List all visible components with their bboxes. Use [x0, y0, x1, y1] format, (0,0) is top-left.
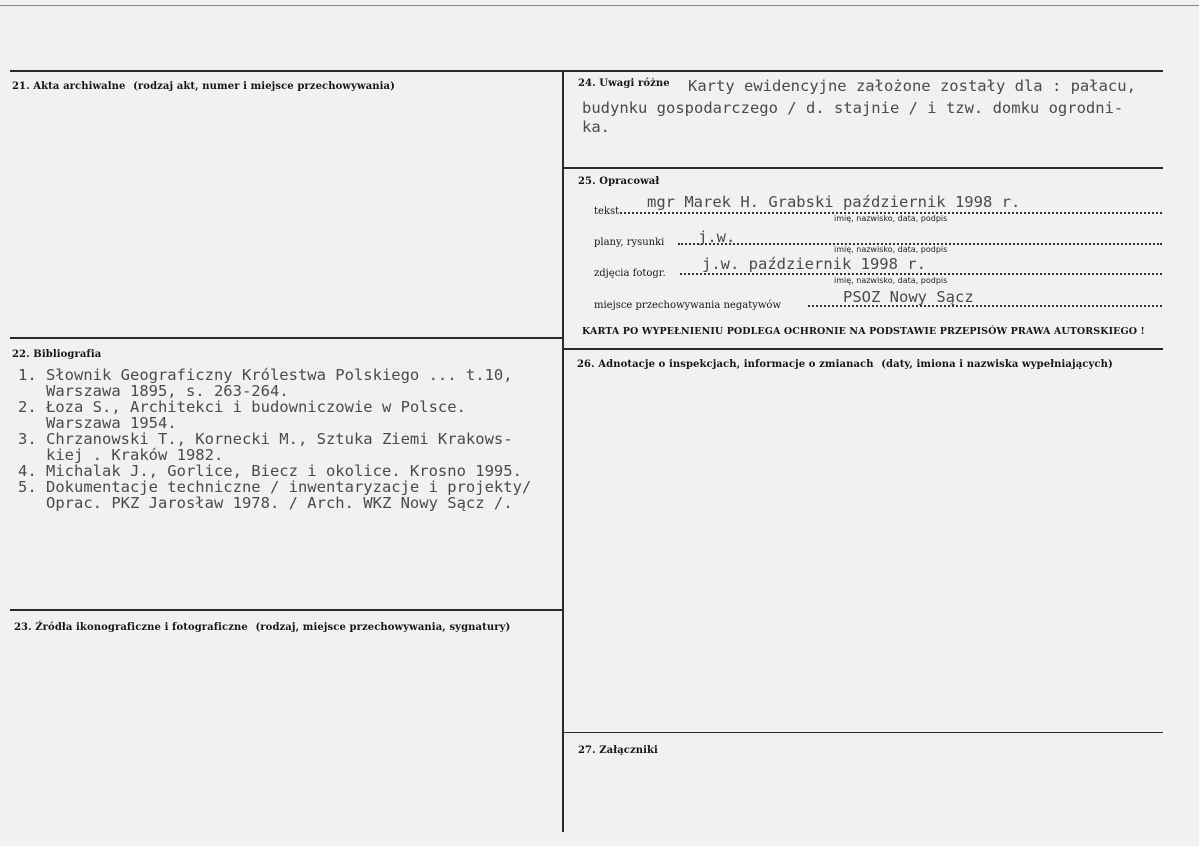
section-27-title: 27. Załączniki — [578, 745, 658, 756]
right-rule-26 — [563, 348, 1163, 350]
miejsce-value: PSOZ Nowy Sącz — [843, 288, 974, 306]
bibliography-line: 1. Słownik Geograficzny Królestwa Polskiego ... t.10, — [18, 366, 513, 384]
section-23-label — [14, 622, 510, 633]
remarks-line-1: Karty ewidencyjne założone zostały dla : pałacu, — [688, 77, 1136, 95]
section-21-title: Akta archiwalne — [33, 81, 126, 92]
section-26-label — [577, 359, 1113, 370]
remarks-line-3: ka. — [582, 118, 610, 136]
section-26-subtitle: (daty, imiona i nazwiska wypełniających) — [881, 359, 1113, 370]
right-rule-27 — [563, 732, 1163, 733]
section-23-title: 23. Źródła ikonograficzne i fotograficzne — [14, 622, 248, 633]
plany-value: j.w. — [698, 228, 736, 246]
plany-label: plany, rysunki — [594, 237, 665, 248]
section-24-label: 24. Uwagi różne — [578, 78, 670, 89]
zdjecia-dotted-line — [680, 273, 1162, 275]
copyright-notice: KARTA PO WYPEŁNIENIU PODLEGA OCHRONIE NA PODSTAWIE PRZEPISÓW PRAWA AUTORSKIEGO ! — [582, 326, 1145, 337]
tekst-value: mgr Marek H. Grabski październik 1998 r. — [647, 193, 1021, 211]
section-26-title: 26. Adnotacje o inspekcjach, informacje o zmianach — [577, 359, 874, 370]
remarks-line-2: budynku gospodarczego / d. stajnie / i tzw. domku ogrodni- — [582, 99, 1124, 117]
bibliography-line: kiej . Kraków 1982. — [18, 446, 224, 464]
tekst-label: tekst — [594, 206, 620, 217]
zdjecia-hint: imię, nazwisko, data, podpis — [834, 276, 948, 285]
bibliography-line: 3. Chrzanowski T., Kornecki M., Sztuka Ziemi Krakows- — [18, 430, 513, 448]
center-divider — [562, 70, 564, 832]
bibliography-line: Warszawa 1954. — [18, 414, 177, 432]
section-21-subtitle: (rodzaj akt, numer i miejsce przechowywania) — [133, 81, 395, 92]
tekst-hint: imię, nazwisko, data, podpis — [834, 214, 948, 223]
bibliography-line: 4. Michalak J., Gorlice, Biecz i okolice. Krosno 1995. — [18, 462, 522, 480]
bibliography-line: 5. Dokumentacje techniczne / inwentaryzacje i projekty/ — [18, 478, 532, 496]
plany-hint: imię, nazwisko, data, podpis — [834, 245, 948, 254]
left-rule-23 — [10, 609, 563, 611]
miejsce-label: miejsce przechowywania negatywów — [594, 300, 781, 311]
bibliography-line: Warszawa 1895, s. 263-264. — [18, 382, 289, 400]
section-21-label — [12, 81, 395, 92]
bibliography-line: 2. Łoza S., Architekci i budowniczowie w Polsce. — [18, 398, 466, 416]
bibliography-line: Oprac. PKZ Jarosław 1978. / Arch. WKZ Nowy Sącz /. — [18, 494, 513, 512]
section-21-num: 21. — [12, 81, 30, 92]
section-25-title: 25. Opracował — [578, 176, 660, 187]
right-rule-25 — [563, 167, 1163, 169]
section-22-title: 22. Bibliografia — [12, 349, 102, 360]
zdjecia-label: zdjęcia fotogr. — [594, 268, 666, 279]
top-border — [0, 5, 1199, 6]
header-rule — [10, 70, 1163, 72]
section-23-subtitle: (rodzaj, miejsce przechowywania, sygnatury) — [255, 622, 511, 633]
bibliography-list — [18, 367, 531, 511]
zdjecia-value: j.w. październik 1998 r. — [702, 255, 926, 273]
left-rule-22 — [10, 337, 563, 339]
